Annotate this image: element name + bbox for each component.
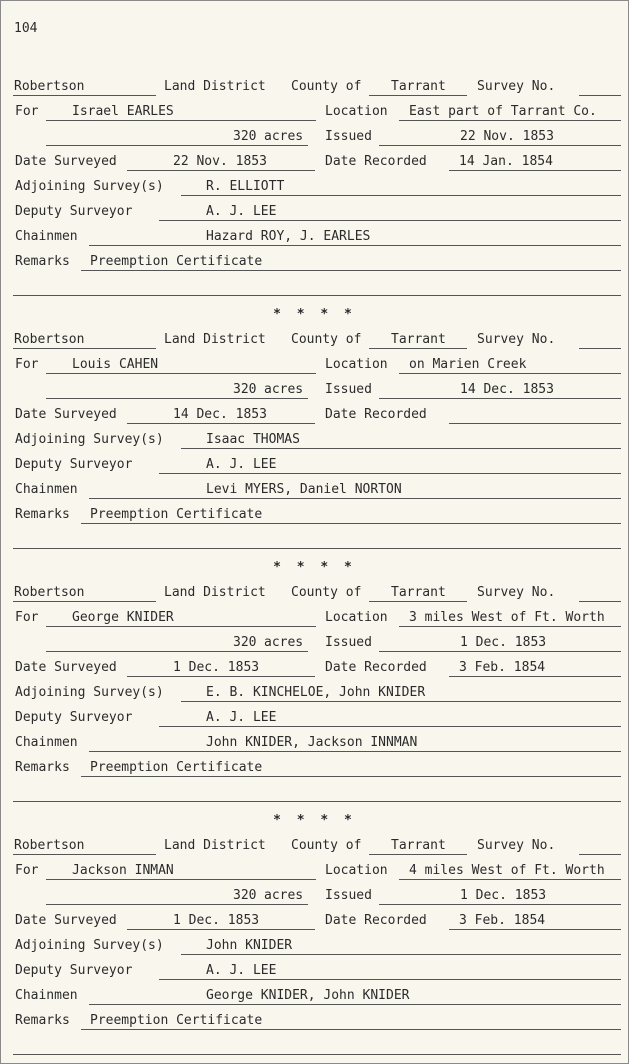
issued-value: 1 Dec. 1853 xyxy=(460,635,547,650)
district-row xyxy=(1,585,628,607)
location-label: Location xyxy=(325,863,388,878)
district-line xyxy=(13,854,156,855)
survey-entry xyxy=(1,79,628,319)
date-surveyed-value: 14 Dec. 1853 xyxy=(173,407,267,422)
blank-row xyxy=(1,785,628,807)
deputy-line xyxy=(159,473,621,474)
date-recorded-label: Date Recorded xyxy=(325,407,427,422)
district-value: Robertson xyxy=(14,585,85,600)
date-recorded-line xyxy=(449,676,621,677)
date-recorded-line xyxy=(449,170,621,171)
date-surveyed-line xyxy=(127,170,315,171)
chainmen-line xyxy=(89,245,621,246)
date-surveyed-label: Date Surveyed xyxy=(15,154,117,169)
blank-line xyxy=(13,548,621,549)
remarks-row xyxy=(1,1013,628,1035)
deputy-value: A. J. LEE xyxy=(206,457,277,472)
date-recorded-label: Date Recorded xyxy=(325,660,427,675)
issued-value: 22 Nov. 1853 xyxy=(460,129,554,144)
deputy-line xyxy=(159,220,621,221)
grantee-row xyxy=(1,357,628,379)
issued-line xyxy=(379,651,621,652)
grantee-line xyxy=(46,626,316,627)
grantee-line xyxy=(46,373,316,374)
grantee-row xyxy=(1,104,628,126)
county-line xyxy=(369,95,467,96)
acres-line xyxy=(46,398,308,399)
location-line xyxy=(399,373,621,374)
remarks-value: Preemption Certificate xyxy=(90,760,263,775)
remarks-row xyxy=(1,507,628,529)
acres-label: acres xyxy=(264,382,304,397)
date-surveyed-value: 1 Dec. 1853 xyxy=(173,913,260,928)
for-label: For xyxy=(15,610,39,625)
land-district-label: Land District xyxy=(164,585,266,600)
acres-line xyxy=(46,904,308,905)
district-value: Robertson xyxy=(14,332,85,347)
county-value: Tarrant xyxy=(391,585,446,600)
chainmen-label: Chainmen xyxy=(15,229,78,244)
acres-label: acres xyxy=(264,635,304,650)
chainmen-row xyxy=(1,988,628,1010)
survey-entry xyxy=(1,332,628,572)
district-line xyxy=(13,95,156,96)
date-recorded-label: Date Recorded xyxy=(325,913,427,928)
location-label: Location xyxy=(325,610,388,625)
remarks-row xyxy=(1,760,628,782)
survey-no-label: Survey No. xyxy=(477,585,556,600)
location-label: Location xyxy=(325,104,388,119)
chainmen-line xyxy=(89,498,621,499)
county-label: County of xyxy=(291,838,362,853)
date-surveyed-value: 1 Dec. 1853 xyxy=(173,660,260,675)
adjoining-line xyxy=(181,954,621,955)
land-district-label: Land District xyxy=(164,838,266,853)
deputy-row xyxy=(1,963,628,985)
acres-value: 320 xyxy=(233,635,257,650)
location-value: East part of Tarrant Co. xyxy=(409,104,597,119)
survey-no-label: Survey No. xyxy=(477,79,556,94)
date-recorded-label: Date Recorded xyxy=(325,154,427,169)
date-surveyed-line xyxy=(127,676,315,677)
blank-line xyxy=(13,801,621,802)
grantee-value: Louis CAHEN xyxy=(72,357,159,372)
issued-value: 1 Dec. 1853 xyxy=(460,888,547,903)
entry-separator: * * * * xyxy=(273,560,356,575)
grantee-value: Israel EARLES xyxy=(72,104,174,119)
acres-row xyxy=(1,635,628,657)
deputy-label: Deputy Surveyor xyxy=(15,963,133,978)
survey-entry xyxy=(1,585,628,825)
grantee-row xyxy=(1,863,628,885)
acres-value: 320 xyxy=(233,888,257,903)
chainmen-line xyxy=(89,751,621,752)
survey-no-label: Survey No. xyxy=(477,838,556,853)
acres-line xyxy=(46,145,308,146)
county-value: Tarrant xyxy=(391,332,446,347)
county-label: County of xyxy=(291,332,362,347)
adjoining-line xyxy=(181,701,621,702)
adjoining-row xyxy=(1,432,628,454)
chainmen-label: Chainmen xyxy=(15,988,78,1003)
deputy-line xyxy=(159,726,621,727)
location-label: Location xyxy=(325,357,388,372)
adjoining-line xyxy=(181,195,621,196)
remarks-value: Preemption Certificate xyxy=(90,254,263,269)
remarks-line xyxy=(81,1029,621,1030)
county-value: Tarrant xyxy=(391,838,446,853)
remarks-line xyxy=(81,776,621,777)
for-label: For xyxy=(15,863,39,878)
issued-line xyxy=(379,398,621,399)
chainmen-value: George KNIDER, John KNIDER xyxy=(206,988,410,1003)
dates-row xyxy=(1,407,628,429)
chainmen-row xyxy=(1,482,628,504)
land-district-label: Land District xyxy=(164,79,266,94)
for-label: For xyxy=(15,357,39,372)
district-value: Robertson xyxy=(14,838,85,853)
adjoining-value: R. ELLIOTT xyxy=(206,179,285,194)
district-line xyxy=(13,601,156,602)
deputy-value: A. J. LEE xyxy=(206,710,277,725)
issued-label: Issued xyxy=(325,129,372,144)
deputy-value: A. J. LEE xyxy=(206,204,277,219)
deputy-label: Deputy Surveyor xyxy=(15,457,133,472)
county-value: Tarrant xyxy=(391,79,446,94)
date-recorded-value: 3 Feb. 1854 xyxy=(459,913,546,928)
location-value: 3 miles West of Ft. Worth xyxy=(409,610,605,625)
issued-label: Issued xyxy=(325,888,372,903)
date-surveyed-label: Date Surveyed xyxy=(15,660,117,675)
adjoining-row xyxy=(1,938,628,960)
location-line xyxy=(399,879,621,880)
location-line xyxy=(399,626,621,627)
remarks-label: Remarks xyxy=(15,1013,70,1028)
blank-line xyxy=(13,1054,621,1055)
survey-no-line xyxy=(579,348,621,349)
deputy-row xyxy=(1,710,628,732)
county-label: County of xyxy=(291,79,362,94)
grantee-value: Jackson INMAN xyxy=(72,863,174,878)
dates-row xyxy=(1,660,628,682)
grantee-line xyxy=(46,120,316,121)
remarks-label: Remarks xyxy=(15,760,70,775)
survey-no-line xyxy=(579,95,621,96)
remarks-label: Remarks xyxy=(15,507,70,522)
chainmen-value: John KNIDER, Jackson INNMAN xyxy=(206,735,418,750)
adjoining-label: Adjoining Survey(s) xyxy=(15,685,164,700)
adjoining-label: Adjoining Survey(s) xyxy=(15,938,164,953)
chainmen-row xyxy=(1,735,628,757)
for-label: For xyxy=(15,104,39,119)
county-line xyxy=(369,601,467,602)
adjoining-line xyxy=(181,448,621,449)
adjoining-row xyxy=(1,179,628,201)
blank-row xyxy=(1,279,628,301)
date-surveyed-line xyxy=(127,929,315,930)
adjoining-label: Adjoining Survey(s) xyxy=(15,432,164,447)
district-row xyxy=(1,79,628,101)
acres-row xyxy=(1,382,628,404)
date-surveyed-label: Date Surveyed xyxy=(15,407,117,422)
date-recorded-value: 3 Feb. 1854 xyxy=(459,660,546,675)
location-value: on Marien Creek xyxy=(409,357,527,372)
date-recorded-value: 14 Jan. 1854 xyxy=(459,154,553,169)
date-surveyed-label: Date Surveyed xyxy=(15,913,117,928)
remarks-value: Preemption Certificate xyxy=(90,1013,263,1028)
chainmen-value: Hazard ROY, J. EARLES xyxy=(206,229,371,244)
acres-row xyxy=(1,129,628,151)
deputy-line xyxy=(159,979,621,980)
district-row xyxy=(1,838,628,860)
blank-line xyxy=(13,295,621,296)
survey-entry xyxy=(1,838,628,1064)
location-line xyxy=(399,120,621,121)
remarks-label: Remarks xyxy=(15,254,70,269)
entry-separator: * * * * xyxy=(273,307,356,322)
chainmen-value: Levi MYERS, Daniel NORTON xyxy=(206,482,402,497)
adjoining-row xyxy=(1,685,628,707)
date-surveyed-line xyxy=(127,423,315,424)
dates-row xyxy=(1,913,628,935)
entry-separator: * * * * xyxy=(273,813,356,828)
chainmen-label: Chainmen xyxy=(15,735,78,750)
acres-value: 320 xyxy=(233,129,257,144)
page-number: 104 xyxy=(14,21,38,36)
issued-line xyxy=(379,904,621,905)
deputy-label: Deputy Surveyor xyxy=(15,710,133,725)
adjoining-value: E. B. KINCHELOE, John KNIDER xyxy=(206,685,426,700)
county-line xyxy=(369,854,467,855)
dates-row xyxy=(1,154,628,176)
date-recorded-line xyxy=(449,929,621,930)
survey-no-line xyxy=(579,601,621,602)
chainmen-label: Chainmen xyxy=(15,482,78,497)
survey-no-line xyxy=(579,854,621,855)
district-line xyxy=(13,348,156,349)
county-line xyxy=(369,348,467,349)
deputy-value: A. J. LEE xyxy=(206,963,277,978)
grantee-line xyxy=(46,879,316,880)
remarks-line xyxy=(81,523,621,524)
district-value: Robertson xyxy=(14,79,85,94)
deputy-label: Deputy Surveyor xyxy=(15,204,133,219)
grantee-value: George KNIDER xyxy=(72,610,174,625)
acres-label: acres xyxy=(264,888,304,903)
adjoining-label: Adjoining Survey(s) xyxy=(15,179,164,194)
issued-line xyxy=(379,145,621,146)
land-district-label: Land District xyxy=(164,332,266,347)
county-label: County of xyxy=(291,585,362,600)
location-value: 4 miles West of Ft. Worth xyxy=(409,863,605,878)
grantee-row xyxy=(1,610,628,632)
chainmen-row xyxy=(1,229,628,251)
issued-value: 14 Dec. 1853 xyxy=(460,382,554,397)
acres-value: 320 xyxy=(233,382,257,397)
survey-no-label: Survey No. xyxy=(477,332,556,347)
acres-label: acres xyxy=(264,129,304,144)
blank-row xyxy=(1,1038,628,1060)
acres-line xyxy=(46,651,308,652)
date-recorded-line xyxy=(449,423,621,424)
acres-row xyxy=(1,888,628,910)
remarks-line xyxy=(81,270,621,271)
adjoining-value: Isaac THOMAS xyxy=(206,432,300,447)
remarks-row xyxy=(1,254,628,276)
issued-label: Issued xyxy=(325,382,372,397)
date-surveyed-value: 22 Nov. 1853 xyxy=(173,154,267,169)
deputy-row xyxy=(1,204,628,226)
blank-row xyxy=(1,532,628,554)
issued-label: Issued xyxy=(325,635,372,650)
adjoining-value: John KNIDER xyxy=(206,938,293,953)
district-row xyxy=(1,332,628,354)
remarks-value: Preemption Certificate xyxy=(90,507,263,522)
chainmen-line xyxy=(89,1004,621,1005)
deputy-row xyxy=(1,457,628,479)
